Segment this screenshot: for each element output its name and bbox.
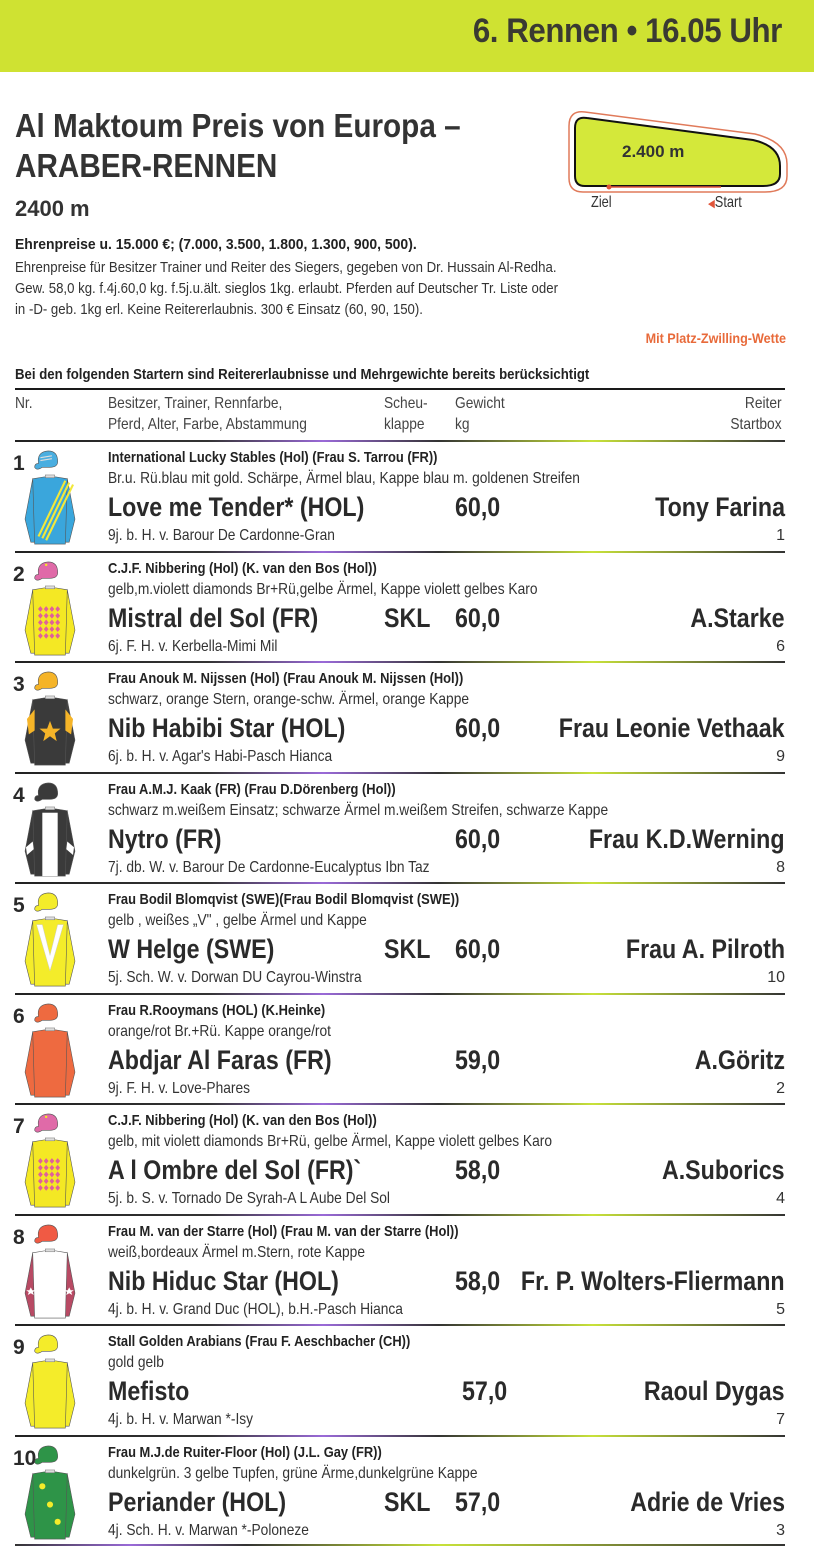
collar bbox=[45, 1469, 55, 1472]
horse-name[interactable]: W Helge (SWE) bbox=[108, 934, 275, 964]
jockey-silks-icon bbox=[20, 782, 80, 878]
cap bbox=[35, 782, 58, 800]
horse-name[interactable]: A l Ombre del Sol (FR)` bbox=[108, 1155, 362, 1185]
silks-wrap bbox=[20, 1224, 80, 1320]
jockey-silks-icon bbox=[20, 1224, 80, 1320]
horse-name[interactable]: Abdjar Al Faras (FR) bbox=[108, 1044, 332, 1075]
pedigree: 9j. F. H. v. Love-Phares bbox=[108, 1079, 250, 1097]
blinkers: SKL bbox=[384, 934, 431, 964]
start-box: 1 bbox=[776, 527, 785, 544]
starter-number: 10 bbox=[13, 1446, 37, 1470]
jockey-name[interactable]: Adrie de Vries bbox=[630, 1486, 785, 1517]
starter-row[interactable] bbox=[0, 772, 814, 882]
finish-post-marker bbox=[607, 185, 612, 190]
horse-name[interactable]: Nib Hiduc Star (HOL) bbox=[108, 1265, 339, 1296]
silks-wrap bbox=[20, 671, 80, 767]
condition-line: Ehrenpreise für Besitzer Trainer und Reiter des Siegers, gegeben von Dr. Hussain Al-Redha. bbox=[15, 259, 557, 276]
pedigree: 4j. b. H. v. Marwan *-Isy bbox=[108, 1411, 254, 1428]
pedigree: 5j. b. S. v. Tornado De Syrah-A L Aube Del Sol bbox=[108, 1190, 390, 1207]
collar bbox=[45, 696, 55, 699]
jockey-name[interactable]: Raoul Dygas bbox=[644, 1376, 785, 1406]
weight-kg: 58,0 bbox=[455, 1155, 501, 1185]
starter-number: 1 bbox=[13, 452, 25, 475]
horse-name[interactable]: Periander (HOL) bbox=[108, 1486, 287, 1517]
starter-row[interactable] bbox=[0, 882, 814, 992]
cap bbox=[35, 893, 58, 911]
start-box: 7 bbox=[776, 1411, 785, 1428]
start-box: 6 bbox=[776, 637, 785, 655]
owner-trainer: C.J.F. Nibbering (Hol) (K. van den Bos (Hol)) bbox=[108, 559, 377, 577]
racing-colors: Br.u. Rü.blau mit gold. Schärpe, Ärmel blau, Kappe blau m. goldenen Streifen bbox=[108, 470, 580, 487]
silks-wrap bbox=[20, 1445, 80, 1541]
start-box: 5 bbox=[776, 1300, 785, 1318]
owner-trainer: International Lucky Stables (Hol) (Frau S. Tarrou (FR)) bbox=[108, 449, 438, 466]
pedigree: 6j. F. H. v. Kerbella-Mimi Mil bbox=[108, 637, 278, 655]
weight-kg: 60,0 bbox=[455, 934, 501, 964]
starter-row[interactable] bbox=[0, 551, 814, 661]
silks-wrap bbox=[20, 1003, 80, 1099]
horse-name[interactable]: Nib Habibi Star (HOL) bbox=[108, 713, 346, 743]
weight-kg: 58,0 bbox=[455, 1265, 501, 1296]
blinkers: SKL bbox=[384, 1486, 431, 1517]
collar bbox=[45, 475, 55, 478]
jockey-name[interactable]: A.Göritz bbox=[694, 1044, 785, 1075]
race-distance: 2400 m bbox=[15, 196, 90, 221]
pedigree: 7j. db. W. v. Barour De Cardonne-Eucalyptus Ibn Taz bbox=[108, 858, 430, 876]
jockey-silks-icon bbox=[20, 450, 80, 546]
owner-trainer: Frau Anouk M. Nijssen (Hol) (Frau Anouk M. Nijssen (Hol)) bbox=[108, 670, 464, 687]
collar bbox=[45, 585, 55, 588]
silks-wrap bbox=[20, 450, 80, 546]
race-number-time: 6. Rennen • 16.05 Uhr bbox=[473, 12, 782, 50]
starter-row[interactable] bbox=[0, 661, 814, 771]
racing-colors: dunkelgrün. 3 gelbe Tupfen, grüne Ärme,dunkelgrüne Kappe bbox=[108, 1464, 478, 1482]
cap bbox=[35, 1445, 58, 1463]
starter-number: 4 bbox=[13, 783, 25, 807]
racing-colors: schwarz m.weißem Einsatz; schwarze Ärmel m.weißem Streifen, schwarze Kappe bbox=[108, 801, 609, 819]
starter-number: 2 bbox=[13, 562, 25, 586]
jockey-silks-icon bbox=[20, 1334, 80, 1430]
race-name bbox=[15, 106, 461, 186]
body bbox=[33, 1250, 68, 1317]
condition-line: in -D- geb. 1kg erl. Keine Reitererlaubnis. 300 € Einsatz (60, 90, 150). bbox=[15, 301, 423, 318]
condition-line: Gew. 58,0 kg. f.4j.60,0 kg. f.5j.u.ält. sieglos 1kg. erlaubt. Pferden auf Deutscher Tr. Liste oder bbox=[15, 280, 558, 297]
jockey-name[interactable]: A.Suborics bbox=[662, 1155, 785, 1185]
silks-wrap bbox=[20, 782, 80, 878]
owner-trainer: Frau M. van der Starre (Hol) (Frau M. van der Starre (Hol)) bbox=[108, 1222, 459, 1240]
row-divider bbox=[15, 1214, 785, 1216]
racing-colors: gelb , weißes „V" , gelbe Ärmel und Kappe bbox=[108, 912, 367, 929]
racing-colors: orange/rot Br.+Rü. Kappe orange/rot bbox=[108, 1022, 331, 1040]
row-divider bbox=[15, 440, 785, 442]
racing-colors: weiß,bordeaux Ärmel m.Stern, rote Kappe bbox=[108, 1243, 365, 1261]
column-jockey: Reiter Startbox bbox=[730, 395, 782, 433]
starter-number: 5 bbox=[13, 894, 25, 917]
weight-kg: 60,0 bbox=[455, 823, 501, 854]
starter-number: 9 bbox=[13, 1336, 25, 1359]
jockey-name[interactable]: Frau A. Pilroth bbox=[625, 934, 785, 964]
collar bbox=[45, 806, 55, 809]
jockey-name[interactable]: Tony Farina bbox=[655, 492, 785, 522]
collar bbox=[45, 1359, 55, 1362]
owner-trainer: Frau M.J.de Ruiter-Floor (Hol) (J.L. Gay (FR)) bbox=[108, 1443, 382, 1461]
prize-money: Ehrenpreise u. 15.000 €; (7.000, 3.500, 1.800, 1.300, 900, 500). bbox=[15, 236, 417, 253]
row-divider bbox=[15, 993, 785, 995]
bet-type-note: Mit Platz-Zwilling-Wette bbox=[645, 330, 786, 346]
start-box: 8 bbox=[776, 858, 785, 876]
column-nr: Nr. bbox=[15, 395, 33, 412]
start-box: 10 bbox=[767, 969, 785, 986]
horse-name[interactable]: Nytro (FR) bbox=[108, 823, 222, 854]
pedigree: 4j. b. H. v. Grand Duc (HOL), b.H.-Pasch Hianca bbox=[108, 1300, 403, 1318]
cap bbox=[35, 1224, 58, 1242]
list-bottom-divider bbox=[15, 1544, 785, 1546]
starter-row[interactable] bbox=[0, 440, 814, 550]
row-divider bbox=[15, 772, 785, 774]
body bbox=[33, 1361, 68, 1428]
racing-colors: gold gelb bbox=[108, 1354, 164, 1371]
starter-number: 8 bbox=[13, 1225, 25, 1249]
race-name-line-1: Al Maktoum Preis von Europa – bbox=[15, 107, 461, 144]
jockey-silks-icon bbox=[20, 1003, 80, 1099]
horse-name[interactable]: Mefisto bbox=[108, 1376, 190, 1406]
track-finish-label: Ziel bbox=[591, 194, 612, 211]
silks-wrap bbox=[20, 1113, 80, 1209]
jockey-silks-icon bbox=[20, 1113, 80, 1209]
horse-name[interactable]: Love me Tender* (HOL) bbox=[108, 492, 365, 522]
owner-trainer: Stall Golden Arabians (Frau F. Aeschbacher (CH)) bbox=[108, 1333, 411, 1350]
row-divider bbox=[15, 1435, 785, 1437]
owner-trainer: Frau A.M.J. Kaak (FR) (Frau D.Dörenberg (Hol)) bbox=[108, 780, 396, 798]
starter-number: 3 bbox=[13, 673, 25, 696]
owner-trainer: C.J.F. Nibbering (Hol) (K. van den Bos (Hol)) bbox=[108, 1112, 377, 1129]
jockey-name[interactable]: A.Starke bbox=[690, 602, 785, 633]
body bbox=[33, 587, 68, 654]
starter-row[interactable] bbox=[0, 993, 814, 1103]
silks-wrap bbox=[20, 1334, 80, 1430]
cap bbox=[35, 1335, 58, 1353]
starter-row[interactable] bbox=[0, 1324, 814, 1434]
track-start-label: ◀Start bbox=[708, 194, 742, 211]
starter-row[interactable] bbox=[0, 1103, 814, 1213]
jockey-silks-icon bbox=[20, 892, 80, 988]
racing-colors: gelb, mit violett diamonds Br+Rü, gelbe Ärmel, Kappe violett gelbes Karo bbox=[108, 1133, 553, 1150]
row-divider bbox=[15, 661, 785, 663]
blinkers: SKL bbox=[384, 602, 431, 633]
silks-wrap bbox=[20, 561, 80, 657]
start-box: 3 bbox=[776, 1521, 785, 1539]
row-divider bbox=[15, 1103, 785, 1105]
start-arrow-icon: ◀ bbox=[708, 198, 715, 210]
racing-colors: gelb,m.violett diamonds Br+Rü,gelbe Ärmel, Kappe violett gelbes Karo bbox=[108, 580, 538, 598]
jockey-name[interactable]: Fr. P. Wolters-Fliermann bbox=[521, 1265, 785, 1296]
collar bbox=[45, 1027, 55, 1030]
weight-kg: 60,0 bbox=[455, 602, 501, 633]
starter-row[interactable] bbox=[0, 1214, 814, 1324]
weight-kg: 57,0 bbox=[462, 1376, 508, 1406]
pedigree: 4j. Sch. H. v. Marwan *-Poloneze bbox=[108, 1521, 309, 1539]
column-blinkers: Scheu- klappe bbox=[384, 395, 428, 433]
jockey-silks-icon bbox=[20, 671, 80, 767]
owner-trainer: Frau Bodil Blomqvist (SWE)(Frau Bodil Blomqvist (SWE)) bbox=[108, 891, 460, 908]
starter-row[interactable] bbox=[0, 1435, 814, 1545]
pedigree: 5j. Sch. W. v. Dorwan DU Cayrou-Winstra bbox=[108, 969, 362, 986]
weight-kg: 57,0 bbox=[455, 1486, 501, 1517]
column-owner: Besitzer, Trainer, Rennfarbe, Pferd, Alter, Farbe, Abstammung bbox=[108, 395, 307, 433]
cap bbox=[35, 672, 58, 690]
race-header-bar bbox=[0, 0, 814, 72]
row-divider bbox=[15, 882, 785, 884]
row-divider bbox=[15, 1324, 785, 1326]
column-weight: Gewicht kg bbox=[455, 395, 505, 433]
start-box: 9 bbox=[776, 748, 785, 765]
silks-wrap bbox=[20, 892, 80, 988]
race-name-line-2: ARABER-RENNEN bbox=[15, 147, 278, 184]
weight-kg: 60,0 bbox=[455, 492, 501, 522]
jockey-silks-icon bbox=[20, 561, 80, 657]
start-box: 4 bbox=[776, 1190, 785, 1207]
starter-number: 7 bbox=[13, 1115, 25, 1138]
weight-kg: 60,0 bbox=[455, 713, 501, 743]
jockey-name[interactable]: Frau Leonie Vethaak bbox=[559, 713, 785, 743]
pedigree: 9j. b. H. v. Barour De Cardonne-Gran bbox=[108, 527, 335, 544]
start-box: 2 bbox=[776, 1079, 785, 1097]
owner-trainer: Frau R.Rooymans (HOL) (K.Heinke) bbox=[108, 1001, 326, 1019]
jockey-silks-icon bbox=[20, 1445, 80, 1541]
collar bbox=[45, 1248, 55, 1251]
collar bbox=[45, 917, 55, 920]
body bbox=[33, 1029, 68, 1096]
track-distance-label: 2.400 m bbox=[622, 142, 685, 161]
collar bbox=[45, 1138, 55, 1141]
pedigree: 6j. b. H. v. Agar's Habi-Pasch Hianca bbox=[108, 748, 333, 765]
header-divider bbox=[15, 388, 785, 390]
row-divider bbox=[15, 551, 785, 553]
horse-name[interactable]: Mistral del Sol (FR) bbox=[108, 602, 319, 633]
racing-colors: schwarz, orange Stern, orange-schw. Ärmel, orange Kappe bbox=[108, 691, 470, 708]
weight-kg: 59,0 bbox=[455, 1044, 501, 1075]
race-conditions bbox=[15, 257, 558, 320]
starter-number: 6 bbox=[13, 1004, 25, 1028]
cap bbox=[35, 1003, 58, 1021]
starters-notice: Bei den folgenden Startern sind Reitererlaubnisse und Mehrgewichte bereits berücksichtigt bbox=[15, 366, 590, 383]
body bbox=[33, 1140, 68, 1207]
jockey-name[interactable]: Frau K.D.Werning bbox=[589, 823, 785, 854]
